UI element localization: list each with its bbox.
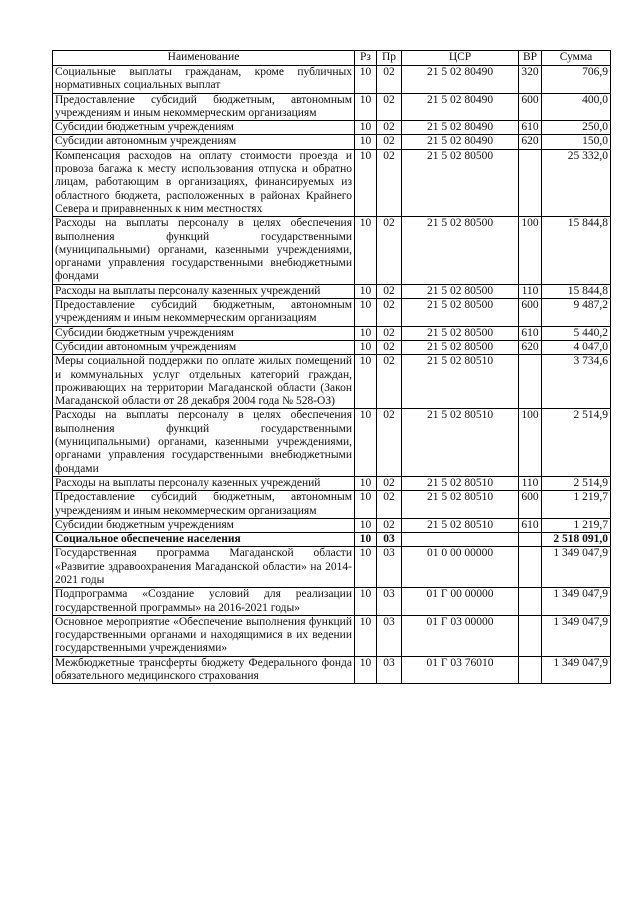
cell-pr: 02 [377, 93, 402, 121]
cell-csr: 21 5 02 80500 [402, 149, 519, 216]
cell-vr: 610 [519, 326, 542, 340]
cell-rz: 10 [355, 66, 377, 94]
table-row [53, 476, 611, 490]
cell-name: Субсидии бюджетным учреждениям [53, 121, 355, 135]
cell-sum: 250,0 [542, 121, 611, 135]
cell-csr: 21 5 02 80510 [402, 355, 519, 409]
cell-rz: 10 [355, 615, 377, 656]
cell-pr: 02 [377, 409, 402, 476]
budget-table [52, 50, 611, 684]
cell-sum: 400,0 [542, 93, 611, 121]
cell-csr: 01 Г 03 76010 [402, 656, 519, 684]
cell-csr: 21 5 02 80510 [402, 491, 519, 519]
cell-vr [519, 656, 542, 684]
cell-pr: 02 [377, 284, 402, 298]
table-row [53, 217, 611, 284]
table-row [53, 533, 611, 547]
cell-csr: 21 5 02 80490 [402, 66, 519, 94]
cell-pr: 03 [377, 547, 402, 588]
table-row [53, 149, 611, 216]
cell-csr: 21 5 02 80510 [402, 518, 519, 532]
cell-pr: 02 [377, 217, 402, 284]
cell-rz: 10 [355, 326, 377, 340]
cell-vr [519, 355, 542, 409]
cell-name: Основное мероприятие «Обеспечение выполнения функций государственными органами и находящимися в их ведении государственными учреждениями» [53, 615, 355, 656]
cell-vr: 110 [519, 284, 542, 298]
table-row [53, 340, 611, 354]
table-row [53, 121, 611, 135]
cell-name: Социальные выплаты гражданам, кроме публичных нормативных социальных выплат [53, 66, 355, 94]
cell-csr [402, 533, 519, 547]
cell-rz: 10 [355, 340, 377, 354]
cell-pr: 02 [377, 491, 402, 519]
cell-rz: 10 [355, 284, 377, 298]
cell-name: Расходы на выплаты персоналу в целях обеспечения выполнения функций государственными (муниципальными) органами, казенными учреждениями, органами управления государственными внебюджетными фондами [53, 217, 355, 284]
cell-name: Предоставление субсидий бюджетным, автономным учреждениям и иным некоммерческим организациям [53, 491, 355, 519]
cell-pr: 02 [377, 326, 402, 340]
cell-rz: 10 [355, 656, 377, 684]
cell-rz: 10 [355, 299, 377, 327]
cell-csr: 21 5 02 80510 [402, 409, 519, 476]
cell-vr: 320 [519, 66, 542, 94]
cell-sum: 25 332,0 [542, 149, 611, 216]
cell-rz: 10 [355, 355, 377, 409]
cell-rz: 10 [355, 518, 377, 532]
table-row [53, 547, 611, 588]
cell-sum: 2 514,9 [542, 409, 611, 476]
cell-rz: 10 [355, 533, 377, 547]
header-rz: Рз [355, 51, 377, 66]
cell-pr: 02 [377, 135, 402, 149]
cell-name: Субсидии автономным учреждениям [53, 135, 355, 149]
cell-pr: 02 [377, 476, 402, 490]
cell-sum: 1 349 047,9 [542, 547, 611, 588]
cell-vr [519, 588, 542, 616]
cell-pr: 02 [377, 299, 402, 327]
cell-name: Расходы на выплаты персоналу казенных учреждений [53, 284, 355, 298]
header-pr: Пр [377, 51, 402, 66]
cell-name: Субсидии бюджетным учреждениям [53, 326, 355, 340]
cell-sum: 2 514,9 [542, 476, 611, 490]
cell-name: Субсидии бюджетным учреждениям [53, 518, 355, 532]
table-row [53, 491, 611, 519]
cell-vr: 600 [519, 491, 542, 519]
cell-rz: 10 [355, 588, 377, 616]
header-name: Наименование [53, 51, 355, 66]
cell-csr: 21 5 02 80500 [402, 340, 519, 354]
cell-sum: 15 844,8 [542, 217, 611, 284]
cell-vr [519, 547, 542, 588]
table-row [53, 615, 611, 656]
cell-vr: 610 [519, 121, 542, 135]
cell-pr: 03 [377, 588, 402, 616]
cell-vr: 100 [519, 409, 542, 476]
cell-csr: 21 5 02 80500 [402, 217, 519, 284]
cell-vr [519, 533, 542, 547]
table-row [53, 93, 611, 121]
cell-vr [519, 149, 542, 216]
cell-sum: 1 349 047,9 [542, 615, 611, 656]
cell-name: Государственная программа Магаданской области «Развитие здравоохранения Магаданской области» на 2014-2021 годы [53, 547, 355, 588]
table-header-row [53, 51, 611, 66]
cell-pr: 03 [377, 656, 402, 684]
table-row [53, 299, 611, 327]
cell-vr: 600 [519, 93, 542, 121]
cell-rz: 10 [355, 491, 377, 519]
cell-sum: 2 518 091,0 [542, 533, 611, 547]
cell-vr: 610 [519, 518, 542, 532]
cell-csr: 21 5 02 80490 [402, 93, 519, 121]
cell-sum: 1 349 047,9 [542, 656, 611, 684]
table-row [53, 518, 611, 532]
cell-csr: 01 0 00 00000 [402, 547, 519, 588]
cell-rz: 10 [355, 217, 377, 284]
cell-name: Межбюджетные трансферты бюджету Федерального фонда обязательного медицинского страхования [53, 656, 355, 684]
cell-name: Подпрограмма «Создание условий для реализации государственной программы» на 2016-2021 годы» [53, 588, 355, 616]
cell-rz: 10 [355, 409, 377, 476]
cell-sum: 3 734,6 [542, 355, 611, 409]
cell-sum: 1 219,7 [542, 518, 611, 532]
cell-pr: 03 [377, 615, 402, 656]
cell-vr: 620 [519, 340, 542, 354]
table-row [53, 66, 611, 94]
cell-pr: 02 [377, 355, 402, 409]
cell-sum: 4 047,0 [542, 340, 611, 354]
cell-sum: 9 487,2 [542, 299, 611, 327]
header-vr: ВР [519, 51, 542, 66]
cell-pr: 02 [377, 518, 402, 532]
cell-csr: 21 5 02 80500 [402, 284, 519, 298]
cell-vr: 110 [519, 476, 542, 490]
cell-sum: 5 440,2 [542, 326, 611, 340]
cell-vr: 600 [519, 299, 542, 327]
cell-name: Компенсация расходов на оплату стоимости проезда и провоза багажа к месту использования отпуска и обратно лицам, работающим в организациях, финансируемых из областного бюджета, расположенных в районах Крайнего Севера и приравненных к ним местностях [53, 149, 355, 216]
table-body [53, 66, 611, 684]
cell-name: Социальное обеспечение населения [53, 533, 355, 547]
cell-pr: 02 [377, 149, 402, 216]
cell-pr: 03 [377, 533, 402, 547]
table-row [53, 409, 611, 476]
cell-pr: 02 [377, 66, 402, 94]
cell-sum: 706,9 [542, 66, 611, 94]
cell-pr: 02 [377, 121, 402, 135]
cell-name: Субсидии автономным учреждениям [53, 340, 355, 354]
cell-name: Расходы на выплаты персоналу в целях обеспечения выполнения функций государственными (муниципальными) органами, казенными учреждениями, органами управления государственными внебюджетными фондами [53, 409, 355, 476]
cell-vr [519, 615, 542, 656]
table-row [53, 588, 611, 616]
header-sum: Сумма [542, 51, 611, 66]
cell-csr: 01 Г 00 00000 [402, 588, 519, 616]
cell-vr: 620 [519, 135, 542, 149]
cell-rz: 10 [355, 547, 377, 588]
cell-rz: 10 [355, 93, 377, 121]
cell-csr: 21 5 02 80500 [402, 299, 519, 327]
cell-sum: 15 844,8 [542, 284, 611, 298]
cell-rz: 10 [355, 476, 377, 490]
cell-sum: 150,0 [542, 135, 611, 149]
table-row [53, 656, 611, 684]
cell-vr: 100 [519, 217, 542, 284]
cell-name: Расходы на выплаты персоналу казенных учреждений [53, 476, 355, 490]
table-row [53, 326, 611, 340]
cell-sum: 1 219,7 [542, 491, 611, 519]
cell-csr: 21 5 02 80490 [402, 135, 519, 149]
cell-rz: 10 [355, 149, 377, 216]
cell-sum: 1 349 047,9 [542, 588, 611, 616]
cell-csr: 21 5 02 80510 [402, 476, 519, 490]
table-row [53, 284, 611, 298]
cell-csr: 21 5 02 80500 [402, 326, 519, 340]
cell-rz: 10 [355, 121, 377, 135]
cell-pr: 02 [377, 340, 402, 354]
table-row [53, 135, 611, 149]
cell-name: Предоставление субсидий бюджетным, автономным учреждениям и иным некоммерческим организациям [53, 299, 355, 327]
cell-rz: 10 [355, 135, 377, 149]
cell-csr: 21 5 02 80490 [402, 121, 519, 135]
cell-name: Меры социальной поддержки по оплате жилых помещений и коммунальных услуг отдельных категорий граждан, проживающих на территории Магаданской области (Закон Магаданской области от 28 декабря 2004 года № 528-ОЗ) [53, 355, 355, 409]
cell-name: Предоставление субсидий бюджетным, автономным учреждениям и иным некоммерческим организациям [53, 93, 355, 121]
table-row [53, 355, 611, 409]
header-csr: ЦСР [402, 51, 519, 66]
cell-csr: 01 Г 03 00000 [402, 615, 519, 656]
